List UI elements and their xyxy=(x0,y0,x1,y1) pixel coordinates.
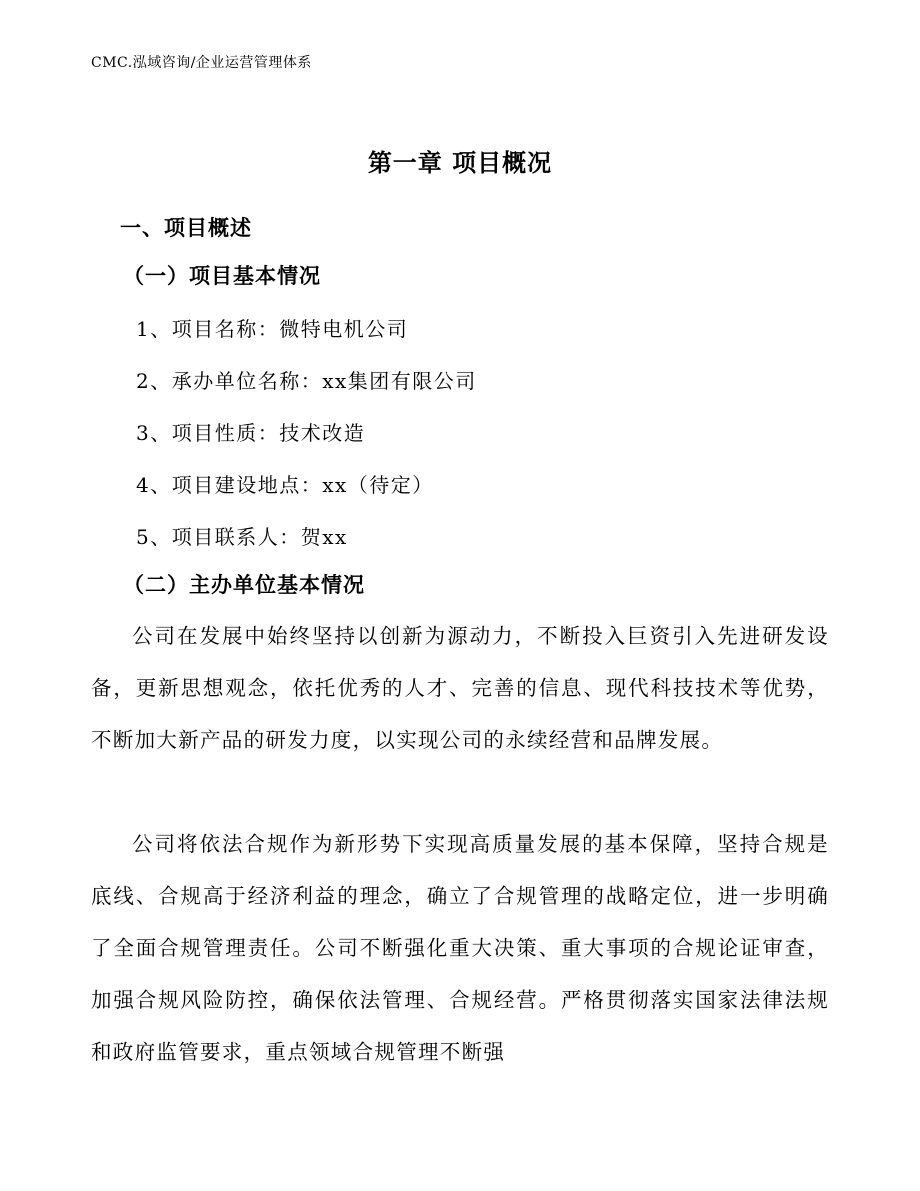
paragraph-compliance: 公司将依法合规作为新形势下实现高质量发展的基本保障，坚持合规是底线、合规高于经济利益的理念，确立了合规管理的战略定位，进一步明确了全面合规管理责任。公司不断强化重大决策、重大事项的合规论证审查，加强合规风险防控，确保依法管理、合规经营。严格贯彻落实国家法律法规和政府监管要求，重点领域合规管理不断强 xyxy=(91,832,829,1064)
paragraph-innovation: 公司在发展中始终坚持以创新为源动力，不断投入巨资引入先进研发设备，更新思想观念，依托优秀的人才、完善的信息、现代科技技术等优势，不断加大新产品的研发力度，以实现公司的永续经营和品牌发展。 xyxy=(91,624,829,752)
section-heading: 一、项目概述 xyxy=(120,216,252,240)
undertaking-unit-item: 2、承办单位名称：xx集团有限公司 xyxy=(136,369,477,393)
project-nature-item: 3、项目性质：技术改造 xyxy=(136,421,366,445)
page-header: CMC.泓域咨询/企业运营管理体系 xyxy=(91,55,312,71)
subsection-heading-basic-info: （一）项目基本情况 xyxy=(123,264,321,288)
subsection-heading-sponsor: （二）主办单位基本情况 xyxy=(123,573,365,597)
project-location-item: 4、项目建设地点：xx（待定） xyxy=(136,473,434,497)
project-contact-item: 5、项目联系人：贺xx xyxy=(136,525,348,549)
project-name-item: 1、项目名称：微特电机公司 xyxy=(136,317,409,341)
chapter-title: 第一章 项目概况 xyxy=(367,149,553,177)
